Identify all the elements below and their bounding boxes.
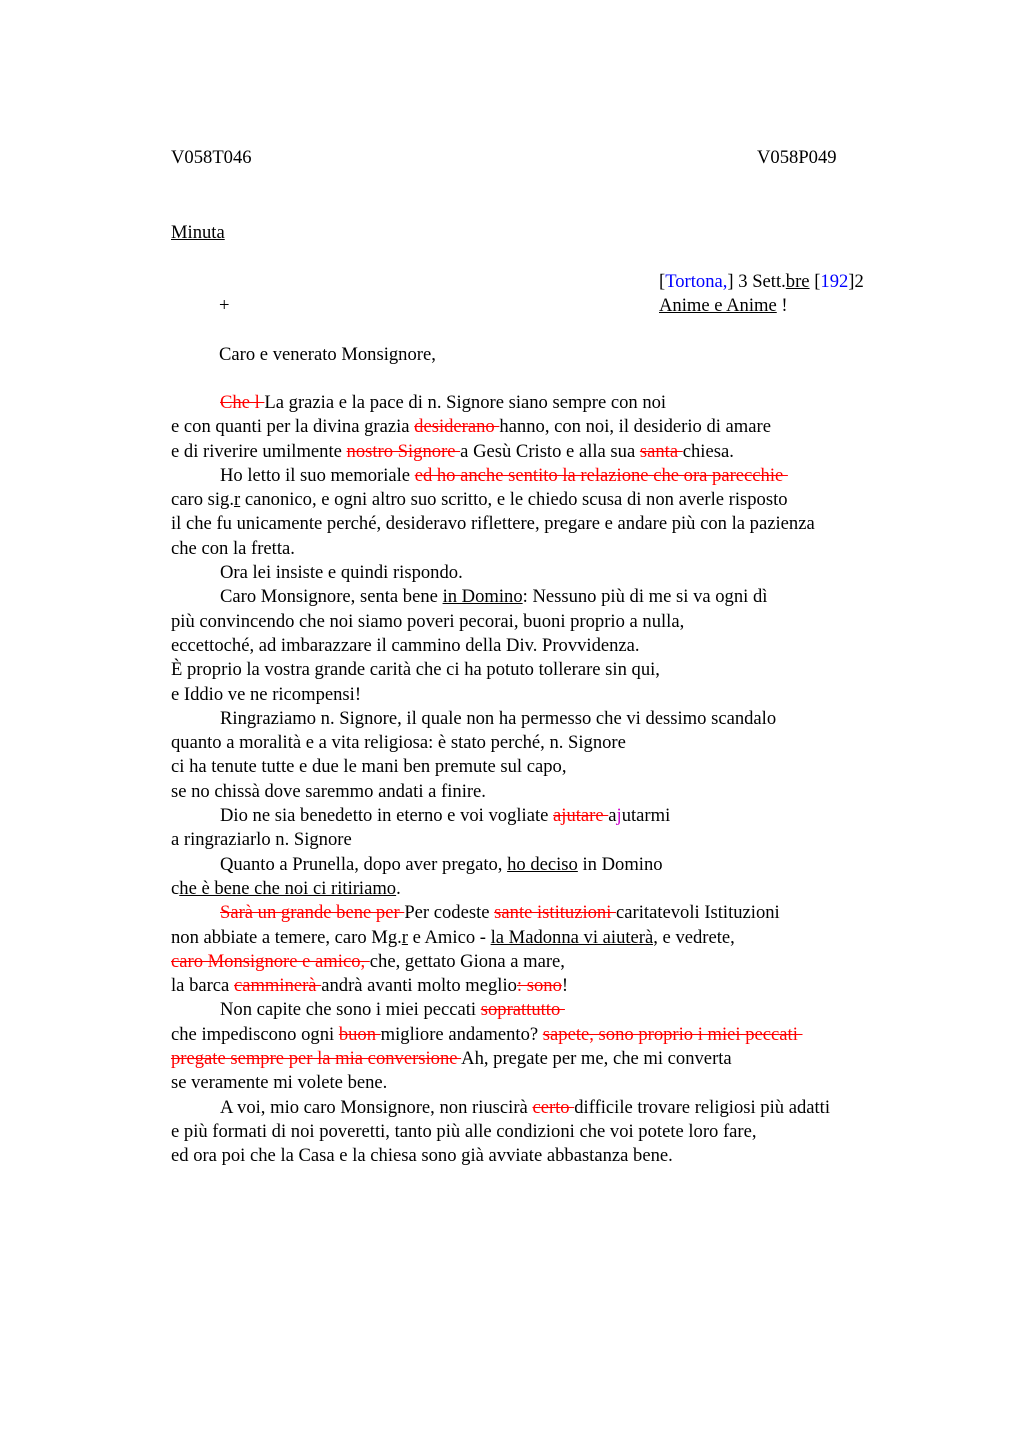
text-line <box>171 512 931 536</box>
text-segment: e Amico - <box>407 926 491 948</box>
text-segment: Per codeste <box>404 902 495 924</box>
text-line <box>171 877 931 901</box>
deleted-text: : sono <box>516 975 562 997</box>
text-line <box>171 1144 931 1168</box>
deleted-text: desiderano <box>414 416 500 438</box>
text-segment: a Gesù Cristo e alla sua <box>460 440 640 462</box>
text-segment: e vedrete, <box>657 926 735 948</box>
text-segment: hanno, con noi, il desiderio di amare <box>499 416 771 438</box>
text-line <box>171 415 931 439</box>
deleted-text: pregate sempre per la mia conversione <box>171 1048 462 1070</box>
text-segment: se veramente mi volete bene. <box>171 1072 388 1094</box>
deleted-text: certo <box>532 1096 575 1118</box>
text-segment: a <box>608 805 617 827</box>
text-segment: che con la fretta. <box>171 537 295 559</box>
text-line <box>171 488 931 512</box>
underlined-text: in Domino <box>442 586 523 608</box>
text-segment: in Domino <box>577 853 663 875</box>
text-line <box>171 683 931 707</box>
text-line <box>171 926 931 950</box>
text-segment: Caro Monsignore, senta bene <box>220 586 443 608</box>
text-segment: che, gettato Giona a mare, <box>369 950 565 972</box>
motto <box>659 295 788 317</box>
dateline-place: Tortona, <box>665 271 728 292</box>
text-line <box>171 707 931 731</box>
text-line <box>171 755 931 779</box>
text-segment: A voi, mio caro Monsignore, non riuscirà <box>220 1096 533 1118</box>
dateline-year: 192 <box>820 271 849 292</box>
text-line <box>171 804 931 828</box>
text-line <box>171 658 931 682</box>
text-line <box>171 1071 931 1095</box>
deleted-text: buon <box>338 1023 381 1045</box>
text-segment: a ringraziarlo n. Signore <box>171 829 352 851</box>
deleted-text: santa <box>639 440 683 462</box>
text-segment: Ho letto il suo memoriale <box>220 464 415 486</box>
text-segment: Non capite che sono i miei peccati <box>220 999 481 1021</box>
deleted-text: nostro Signore <box>346 440 461 462</box>
text-segment: : Nessuno più di me si va ogni dì <box>522 586 768 608</box>
text-segment: canonico, e ogni altro suo scritto, e le chiedo scusa di non averle risposto <box>240 489 788 511</box>
text-segment: difficile trovare religiosi più adatti <box>574 1096 831 1118</box>
text-segment: caro sig. <box>171 489 234 511</box>
text-line <box>171 1120 931 1144</box>
text-segment: e di riverire umilmente <box>171 440 347 462</box>
letter-body <box>171 391 931 1169</box>
text-segment: eccettoché, ad imbarazzare il cammino della Div. Provvidenza. <box>171 634 640 656</box>
motto-text: Anime e Anime <box>659 295 777 316</box>
underlined-text: r <box>234 489 241 511</box>
text-line <box>171 950 931 974</box>
dateline-end: ]2 <box>848 271 864 292</box>
deleted-text: Che l <box>220 392 265 413</box>
deleted-text: caro Monsignore e amico, <box>171 950 370 972</box>
deleted-text: Sarà un grande bene per <box>220 902 405 924</box>
text-segment: ed ora poi che la Casa e la chiesa sono già avviate abbastanza bene. <box>171 1145 673 1167</box>
underlined-text: he è bene che noi ci ritiriamo <box>179 877 397 899</box>
text-line <box>171 901 931 925</box>
text-segment: caritatevoli Istituzioni <box>616 902 780 924</box>
text-line <box>171 731 931 755</box>
deleted-text: camminerà <box>233 975 322 997</box>
motto-bang: ! <box>776 295 788 316</box>
text-line <box>171 998 931 1022</box>
dateline-open: [ <box>659 271 666 292</box>
text-line <box>171 585 931 609</box>
deleted-text: sante istituzioni <box>494 902 617 924</box>
text-line <box>171 1023 931 1047</box>
dateline-mid: ] 3 Sett. <box>727 271 786 292</box>
text-line <box>171 610 931 634</box>
archive-code-right: V058P049 <box>757 147 837 168</box>
text-line <box>171 974 931 998</box>
salutation: Caro e venerato Monsignore, <box>219 344 436 365</box>
deleted-text: sapete, sono proprio i miei peccati <box>542 1023 803 1045</box>
dateline <box>659 271 864 293</box>
text-segment: la barca <box>171 975 234 997</box>
text-segment: se no chissà dove saremmo andati a finire. <box>171 780 486 802</box>
text-segment: quanto a moralità e a vita religiosa: è stato perché, n. Signore <box>171 732 626 754</box>
text-segment: c <box>171 877 180 899</box>
text-segment: migliore andamento? <box>380 1023 543 1045</box>
text-segment: È proprio la vostra grande carità che ci ha potuto tollerare sin qui, <box>171 659 660 681</box>
inserted-text: j <box>616 805 622 827</box>
text-line <box>171 537 931 561</box>
text-segment: Quanto a Prunella, dopo aver pregato, <box>220 853 508 875</box>
deleted-text: soprattutto <box>480 999 565 1021</box>
text-segment: e con quanti per la divina grazia <box>171 416 415 438</box>
section-label: Minuta <box>171 222 225 243</box>
text-segment: andrà avanti molto meglio <box>321 975 517 997</box>
text-segment: più convincendo che noi siamo poveri pecorai, buoni proprio a nulla, <box>171 610 685 632</box>
text-line <box>171 1047 931 1071</box>
text-line <box>171 780 931 804</box>
text-line <box>171 464 931 488</box>
text-segment: Dio ne sia benedetto in eterno e voi vogliate <box>220 805 554 827</box>
deleted-text: ajutare <box>553 805 609 827</box>
underlined-text: ho deciso <box>507 853 578 875</box>
text-line <box>171 828 931 852</box>
text-segment: Ah, pregate per me, che mi converta <box>461 1048 732 1070</box>
text-segment: ci ha tenute tutte e due le mani ben premute sul capo, <box>171 756 567 778</box>
underlined-text: la Madonna vi aiuterà, <box>490 926 658 948</box>
text-segment: e più formati di noi poveretti, tanto più alle condizioni che voi potete loro fare, <box>171 1120 757 1142</box>
text-line <box>171 391 931 415</box>
text-segment: non abbiate a temere, caro Mg. <box>171 926 402 948</box>
text-line <box>171 561 931 585</box>
dateline-bre: bre <box>785 271 810 292</box>
text-segment: . <box>396 877 401 899</box>
text-line <box>171 440 931 464</box>
cross-mark: + <box>219 295 230 316</box>
text-segment: chiesa. <box>682 440 734 462</box>
text-segment: Ringraziamo n. Signore, il quale non ha permesso che vi dessimo scandalo <box>220 707 777 729</box>
underlined-text: r <box>401 926 408 948</box>
text-line <box>171 634 931 658</box>
text-segment: che impediscono ogni <box>171 1023 339 1045</box>
deleted-text: ed ho anche sentito la relazione che ora parecchie <box>414 464 788 486</box>
text-line <box>171 1096 931 1120</box>
dateline-sp: [ <box>809 271 821 292</box>
text-segment: Ora lei insiste e quindi rispondo. <box>220 562 463 584</box>
text-segment: il che fu unicamente perché, desideravo riflettere, pregare e andare più con la pazienza <box>171 513 815 535</box>
text-segment: utarmi <box>621 805 671 827</box>
text-line <box>171 853 931 877</box>
archive-code-left: V058T046 <box>171 147 252 168</box>
text-segment: ! <box>561 975 569 997</box>
text-segment: La grazia e la pace di n. Signore siano sempre con noi <box>264 392 667 413</box>
text-segment: e Iddio ve ne ricompensi! <box>171 683 362 705</box>
